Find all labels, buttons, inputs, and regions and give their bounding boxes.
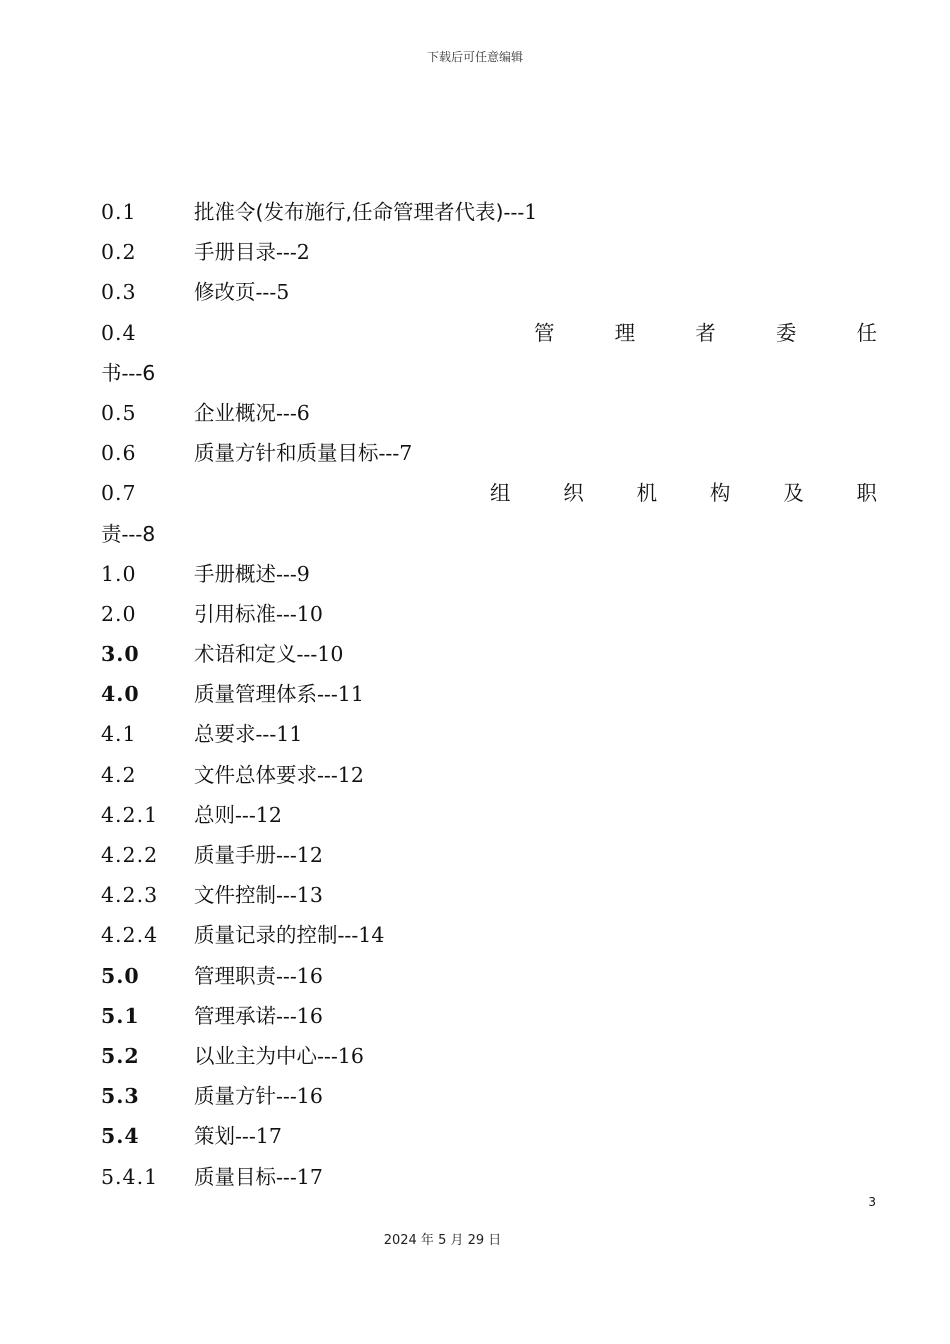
toc-leader-dots: --- [276, 601, 297, 626]
toc-title-char: 织 [563, 481, 584, 506]
toc-leader-dots: --- [255, 280, 277, 305]
toc-page-number: 6 [296, 400, 310, 425]
toc-page-number: 16 [337, 1043, 364, 1068]
toc-entry [101, 1157, 877, 1197]
toc-leader-dots: --- [276, 240, 297, 265]
toc-leader-dots: --- [276, 843, 297, 867]
toc-page-number: 2 [296, 240, 310, 265]
toc-entry [101, 594, 877, 634]
toc-leader-dots: --- [276, 883, 297, 908]
toc-entry [101, 956, 877, 996]
toc-entry-title: 策划 [194, 1124, 235, 1149]
toc-entry [101, 634, 877, 674]
toc-entry-number: 5.0 [101, 963, 140, 988]
toc-title-char: 构 [709, 481, 731, 506]
toc-page-number: 8 [142, 521, 156, 546]
toc-entry-number: 0.1 [101, 200, 137, 224]
toc-entry-number: 0.5 [101, 400, 137, 425]
toc-entry [101, 835, 877, 875]
toc-leader-dots: --- [296, 642, 318, 667]
toc-leader-dots: --- [503, 200, 525, 224]
toc-title-char: 组 [490, 481, 511, 506]
toc-page-number: 11 [337, 682, 364, 707]
toc-entry-title: 手册目录 [194, 240, 276, 265]
toc-leader-dots: --- [276, 963, 297, 988]
toc-entry [101, 714, 877, 754]
toc-entry-title: 引用标准 [194, 601, 276, 626]
toc-entry-title: 质量手册 [194, 843, 276, 867]
toc-entry-number: 0.3 [101, 280, 137, 305]
toc-entry-number: 5.1 [101, 1003, 140, 1028]
toc-page-number: 17 [255, 1124, 282, 1149]
toc-entry-title: 术语和定义 [194, 642, 297, 667]
toc-leader-dots: --- [276, 1084, 297, 1109]
toc-title-char: 及 [783, 481, 804, 506]
toc-leader-dots: --- [276, 561, 297, 586]
toc-page-number: 16 [296, 963, 323, 988]
toc-entry-title: 质量方针和质量目标 [194, 441, 379, 466]
toc-entry [101, 554, 877, 594]
toc-title-char: 委 [775, 320, 797, 345]
toc-entry-number: 4.2.4 [101, 923, 159, 948]
toc-page-number: 9 [296, 561, 310, 586]
toc-entry-spread [101, 313, 877, 353]
toc-page-number: 1 [524, 200, 538, 224]
toc-page-number: 12 [296, 843, 323, 867]
toc-entry-title: 质量方针 [194, 1084, 276, 1109]
toc-entry-title: 管理职责 [194, 963, 276, 988]
toc-entry-number: 4.2.2 [101, 843, 159, 867]
table-of-contents [101, 192, 877, 1197]
toc-entry-continuation [101, 514, 877, 554]
toc-entry-number: 5.4 [101, 1124, 140, 1149]
toc-page-number: 7 [399, 441, 413, 466]
toc-entry-number: 3.0 [101, 642, 140, 667]
toc-title-char: 书 [101, 360, 122, 385]
toc-entry-title: 质量管理体系 [194, 682, 317, 707]
page-header: 下载后可任意编辑 [426, 50, 523, 64]
toc-title-char: 责 [101, 521, 122, 546]
toc-entry-number: 5.3 [101, 1084, 140, 1109]
toc-page-number: 13 [296, 883, 323, 908]
toc-leader-dots: --- [317, 1043, 338, 1068]
toc-entry [101, 915, 877, 955]
toc-entry-title-spread [534, 313, 877, 353]
page-footer-date: 2024 年 5 月 29 日 [383, 1233, 502, 1248]
toc-entry-number: 0.4 [101, 320, 137, 345]
toc-entry-title: 总要求 [194, 722, 256, 747]
toc-entry-number: 2.0 [101, 601, 137, 626]
toc-title-char: 机 [636, 481, 658, 506]
toc-entry-title-spread [490, 473, 877, 513]
toc-entry [101, 1036, 877, 1076]
toc-entry-number: 0.7 [101, 481, 137, 506]
toc-entry [101, 393, 877, 433]
toc-entry-title: 质量记录的控制 [194, 923, 338, 948]
toc-entry-number: 4.1 [101, 722, 137, 747]
toc-entry [101, 232, 877, 272]
toc-leader-dots: --- [276, 1164, 297, 1189]
toc-leader-dots: --- [255, 722, 277, 747]
toc-page-number: 16 [296, 1084, 323, 1109]
toc-entry-number: 5.4.1 [101, 1164, 159, 1189]
toc-title-char: 职 [856, 481, 877, 506]
toc-page-number: 12 [255, 802, 282, 827]
toc-entry-number: 4.2.1 [101, 802, 159, 827]
toc-entry-title: 质量目标 [194, 1164, 276, 1189]
toc-entry-number: 0.2 [101, 240, 137, 265]
toc-entry [101, 795, 877, 835]
toc-leader-dots: --- [121, 360, 143, 385]
page-number: 3 [868, 1195, 876, 1209]
toc-entry-title: 批准令(发布施行,任命管理者代表) [194, 200, 504, 224]
toc-entry-title: 总则 [194, 802, 235, 827]
toc-entry [101, 433, 877, 473]
toc-leader-dots: --- [235, 1124, 256, 1149]
toc-leader-dots: --- [235, 802, 256, 827]
toc-leader-dots: --- [317, 762, 338, 787]
toc-entry [101, 674, 877, 714]
toc-entry-title: 以业主为中心 [194, 1043, 317, 1068]
toc-page-number: 6 [142, 360, 156, 385]
toc-page-number: 10 [317, 642, 344, 667]
toc-entry [101, 192, 877, 232]
toc-entry-number: 4.0 [101, 682, 140, 707]
toc-entry-number: 4.2 [101, 762, 137, 787]
toc-leader-dots: --- [276, 400, 297, 425]
toc-entry [101, 272, 877, 312]
toc-entry-title: 手册概述 [194, 561, 276, 586]
toc-leader-dots: --- [337, 923, 359, 948]
toc-entry-number: 5.2 [101, 1043, 140, 1068]
toc-title-char: 任 [856, 320, 877, 345]
toc-entry-title: 管理承诺 [194, 1003, 276, 1028]
toc-page-number: 14 [358, 923, 385, 948]
toc-title-char: 管 [534, 320, 555, 345]
toc-leader-dots: --- [378, 441, 400, 466]
toc-entry-title: 企业概况 [194, 400, 276, 425]
toc-leader-dots: --- [276, 1003, 297, 1028]
toc-page-number: 17 [296, 1164, 323, 1189]
toc-page-number: 5 [276, 280, 290, 305]
toc-entry-spread [101, 473, 877, 513]
toc-page-number: 16 [296, 1003, 323, 1028]
toc-entry [101, 1076, 877, 1116]
toc-entry [101, 755, 877, 795]
toc-page-number: 11 [276, 722, 303, 747]
toc-page-number: 10 [296, 601, 323, 626]
toc-entry [101, 875, 877, 915]
toc-entry-number: 4.2.3 [101, 883, 159, 908]
toc-entry-title: 文件总体要求 [194, 762, 317, 787]
toc-entry-title: 文件控制 [194, 883, 276, 908]
toc-page-number: 12 [337, 762, 364, 787]
toc-title-char: 者 [695, 320, 716, 345]
toc-entry-number: 1.0 [101, 561, 137, 586]
toc-title-char: 理 [614, 320, 636, 345]
toc-entry-continuation [101, 353, 877, 393]
toc-entry-title: 修改页 [194, 280, 256, 305]
toc-entry [101, 996, 877, 1036]
toc-leader-dots: --- [317, 682, 338, 707]
toc-entry-number: 0.6 [101, 441, 137, 466]
toc-entry [101, 1116, 877, 1156]
toc-leader-dots: --- [121, 521, 143, 546]
